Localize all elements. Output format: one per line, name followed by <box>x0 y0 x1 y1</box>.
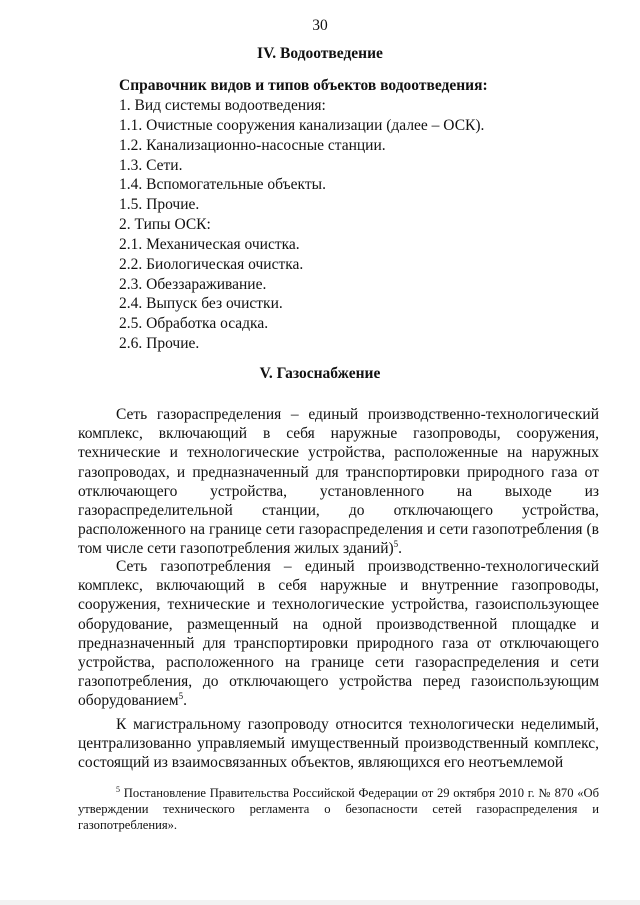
paragraph-end: . <box>398 540 403 558</box>
footnote-reference: 5 <box>393 539 399 550</box>
footnote-marker: 5 <box>116 784 120 794</box>
list-item: 2.6. Прочие. <box>119 335 200 353</box>
section-heading-water-disposal: IV. Водоотведение <box>257 45 383 62</box>
list-item: 1.5. Прочие. <box>119 196 200 214</box>
list-item: 2.3. Обеззараживание. <box>119 275 267 293</box>
paragraph-gas-consumption-network <box>78 557 599 711</box>
list-item: 1. Вид системы водоотведения: <box>119 97 326 114</box>
list-item: 1.3. Сети. <box>119 156 183 174</box>
paragraph-text: Сеть газопотребления – единый производственно-технологический комплекс, включающий в себя наружные и внутренние газопроводы, сооружения, технические и технологические устройства, газоиспользующее оборудование, размещенный на одной производственной площадке и предназначенный для транспортировки природного газа от отключающего устройства, расположенного на границе сети газораспределения и сети газопотребления, до отключающего устройства перед газоиспользующим оборудованием <box>78 558 599 710</box>
paragraph-text: Сеть газораспределения – единый производственно-технологический комплекс, включающий в себя наружные газопроводы, сооружения, технические и технологические устройства, расположенные на наружных газопроводах, и предназначенный для транспортировки природного газа от отключающего устройства, установленного на выходе из газораспределительной станции, до отключающего устройства, расположенного на границе сети газораспределения и сети газопотребления (в том числе сети газопотребления жилых зданий) <box>78 406 599 558</box>
list-item: 2.1. Механическая очистка. <box>119 235 300 253</box>
list-item: 1.1. Очистные сооружения канализации (далее – ОСК). <box>119 116 485 134</box>
section-heading-gas-supply: V. Газоснабжение <box>259 365 381 382</box>
reference-title: Справочник видов и типов объектов водоотведения: <box>119 77 488 94</box>
list-item: 2.5. Обработка осадка. <box>119 315 269 333</box>
paragraph-gas-distribution-network <box>78 405 599 559</box>
paragraph-main-gas-pipeline <box>78 715 599 773</box>
page-number: 30 <box>312 17 328 34</box>
paragraph-end: . <box>183 692 187 710</box>
list-item: 2.4. Выпуск без очистки. <box>119 295 283 313</box>
list-item: 2.2. Биологическая очистка. <box>119 255 304 273</box>
list-item: 1.4. Вспомогательные объекты. <box>119 176 326 194</box>
list-item: 2. Типы ОСК: <box>119 216 211 234</box>
footnote-text: Постановление Правительства Российской Федерации от 29 октября 2010 г. № 870 «Об утверждении технического регламента о безопасности сетей газораспределения и газопотребления». <box>78 786 600 833</box>
scan-edge <box>0 900 640 905</box>
list-item: 1.2. Канализационно-насосные станции. <box>119 136 386 154</box>
footnote-reference: 5 <box>178 691 184 702</box>
reference-list <box>119 96 484 354</box>
footnote <box>78 785 599 834</box>
paragraph-text: К магистральному газопроводу относится технологически неделимый, централизованно управляемый имущественный производственный комплекс, состоящий из взаимосвязанных объектов, являющихся его неотъемлемой <box>78 716 599 772</box>
